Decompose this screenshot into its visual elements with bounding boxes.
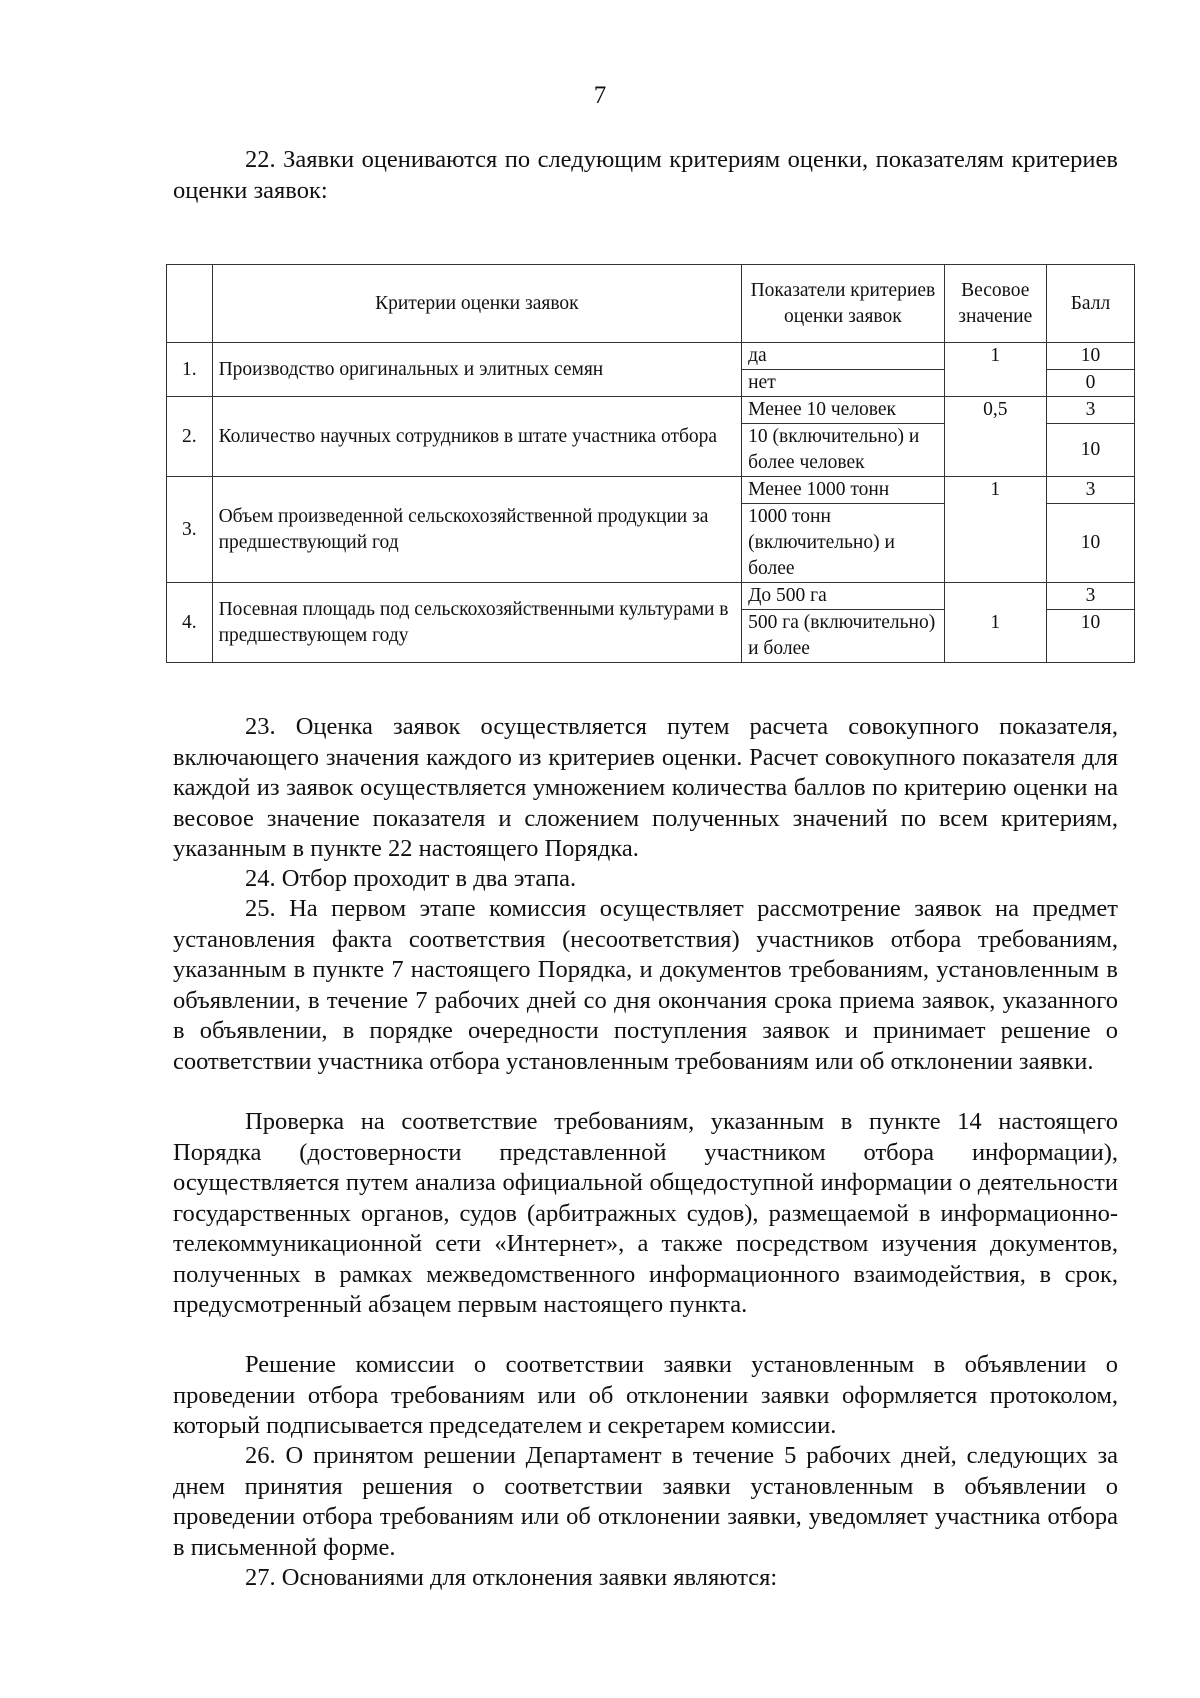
- table-row: [167, 583, 1135, 610]
- header-weight: Весовое значение: [944, 265, 1046, 343]
- paragraph-26: 26. О принятом решении Департамент в течение 5 рабочих дней, следующих за днем принятия решения о соответствии заявки установленным в объявлении о проведении отбора требованиям или об отклонении заявки, уведомляет участника отбора в письменной форме.: [173, 1442, 1118, 1561]
- row-score: 10: [1046, 343, 1134, 370]
- paragraph-23: 23. Оценка заявок осуществляется путем расчета совокупного показателя, включающего значения каждого из критериев оценки. Расчет совокупного показателя для каждой из заявок осуществляется умножением количества баллов по критерию оценки на весовое значение показателя и сложением полученных значений по всем критериям, указанным в пункте 22 настоящего Порядка.: [173, 713, 1118, 862]
- paragraph-25-decision: Решение комиссии о соответствии заявки установленным в объявлении о проведении отбора требованиям или об отклонении заявки оформляется протоколом, который подписывается председателем и секретарем комиссии.: [173, 1351, 1118, 1439]
- table-header-row: [167, 265, 1135, 343]
- header-criteria: Критерии оценки заявок: [212, 265, 742, 343]
- paragraph-25-check: Проверка на соответствие требованиям, указанным в пункте 14 настоящего Порядка (достоверности представленной участником отбора информации), осуществляется путем анализа официальной общедоступной информации о деятельности государственных органов, судов (арбитражных судов), размещаемой в информационно-телекоммуникационной сети «Интернет», а также посредством изучения документов, полученных в рамках межведомственного информационного взаимодействия, в срок, предусмотренный абзацем первым настоящего пункта.: [173, 1108, 1118, 1318]
- row-score: 3: [1046, 583, 1134, 610]
- criteria-table: [166, 264, 1135, 663]
- row-indicator: 500 га (включительно) и более: [742, 610, 945, 663]
- row-score: 3: [1046, 477, 1134, 504]
- paragraph-27: 27. Основаниями для отклонения заявки являются:: [245, 1564, 778, 1591]
- row-indicator: 10 (включительно) и более человек: [742, 424, 945, 477]
- row-indicator: 1000 тонн (включительно) и более: [742, 504, 945, 583]
- table-row: [167, 477, 1135, 504]
- row-num: 1.: [167, 343, 213, 397]
- row-criterion: Количество научных сотрудников в штате участника отбора: [212, 397, 742, 477]
- row-num: 3.: [167, 477, 213, 583]
- row-weight: 1: [944, 343, 1046, 397]
- row-indicator: нет: [742, 370, 945, 397]
- row-score: 10: [1046, 424, 1134, 477]
- row-criterion: Производство оригинальных и элитных семян: [212, 343, 742, 397]
- paragraph-22: 22. Заявки оцениваются по следующим критериям оценки, показателям критериев оценки заявок:: [173, 146, 1118, 204]
- row-indicator: До 500 га: [742, 583, 945, 610]
- row-num: 2.: [167, 397, 213, 477]
- row-criterion: Посевная площадь под сельскохозяйственными культурами в предшествующем году: [212, 583, 742, 663]
- row-num: 4.: [167, 583, 213, 663]
- row-weight: 0,5: [944, 397, 1046, 477]
- row-score: 10: [1046, 610, 1134, 663]
- row-criterion: Объем произведенной сельскохозяйственной продукции за предшествующий год: [212, 477, 742, 583]
- page-number: 7: [593, 82, 607, 109]
- row-score: 10: [1046, 504, 1134, 583]
- row-weight: 1: [944, 477, 1046, 583]
- row-indicator: Менее 10 человек: [742, 397, 945, 424]
- paragraph-25: 25. На первом этапе комиссия осуществляет рассмотрение заявок на предмет установления факта соответствия (несоответствия) участников отбора требованиям, указанным в пункте 7 настоящего Порядка, и документов требованиям, установленным в объявлении, в течение 7 рабочих дней со дня окончания срока приема заявок, указанного в объявлении, в порядке очередности поступления заявок и принимает решение о соответствии участника отбора установленным требованиям или об отклонении заявки.: [173, 895, 1118, 1075]
- header-score: Балл: [1046, 265, 1134, 343]
- row-indicator: да: [742, 343, 945, 370]
- row-score: 3: [1046, 397, 1134, 424]
- row-weight: 1: [944, 583, 1046, 663]
- table-row: [167, 343, 1135, 370]
- paragraph-24: 24. Отбор проходит в два этапа.: [245, 865, 577, 892]
- header-num: [167, 265, 213, 343]
- table-row: [167, 397, 1135, 424]
- header-indicators: Показатели критериев оценки заявок: [742, 265, 945, 343]
- row-score: 0: [1046, 370, 1134, 397]
- row-indicator: Менее 1000 тонн: [742, 477, 945, 504]
